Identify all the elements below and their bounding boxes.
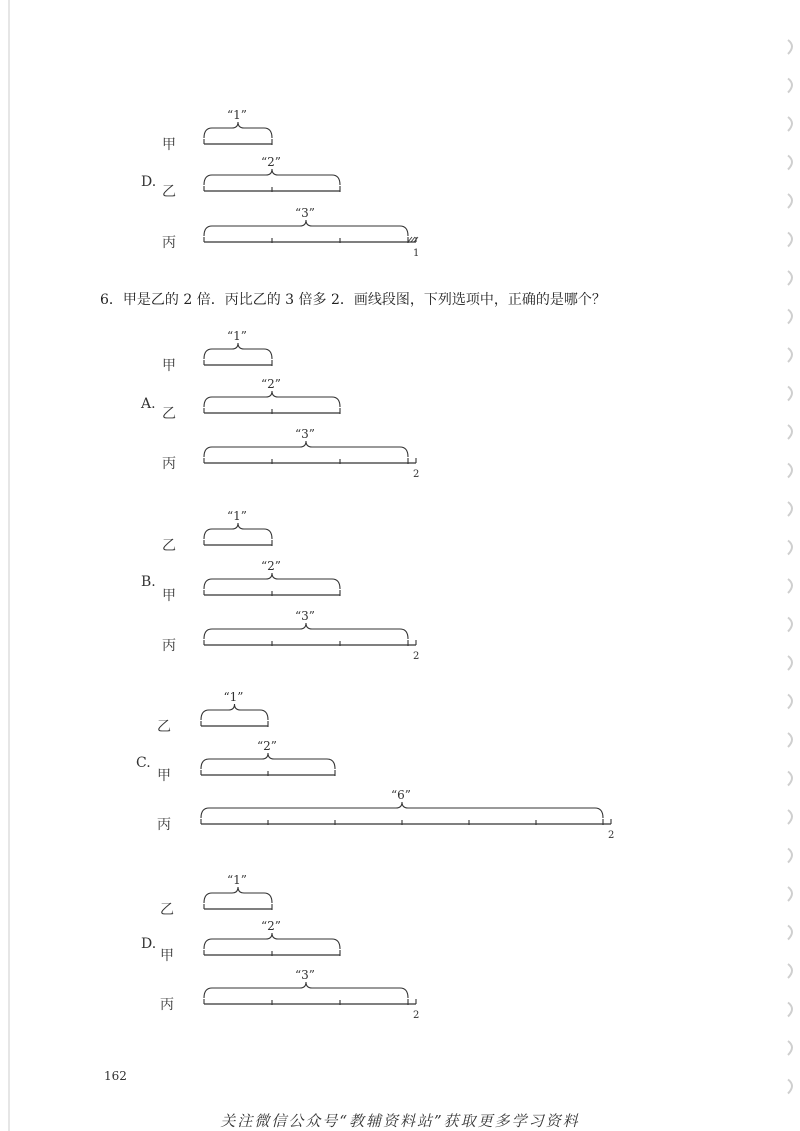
curly-brace xyxy=(201,753,335,769)
binder-ring-icon xyxy=(788,733,792,747)
extra-amount-label: 2 xyxy=(413,1010,420,1021)
brace-label: “3” xyxy=(295,427,315,441)
binder-ring-icon xyxy=(788,40,792,54)
brace-label: “1” xyxy=(223,690,244,704)
row-label: 乙 xyxy=(160,902,174,918)
binder-ring-icon xyxy=(788,772,792,786)
row-label: 丙 xyxy=(160,997,174,1013)
binder-ring-icon xyxy=(788,810,792,824)
row-label: 甲 xyxy=(157,768,171,784)
option-label: D. xyxy=(141,936,157,952)
row-label: 丙 xyxy=(162,638,176,654)
row-label: 乙 xyxy=(162,538,176,554)
binder-ring-icon xyxy=(788,194,792,208)
binder-ring-icon xyxy=(788,849,792,863)
binder-ring-icon xyxy=(788,502,792,516)
curly-brace xyxy=(204,982,408,998)
option-label: B. xyxy=(141,574,156,590)
brace-label: “1” xyxy=(227,329,247,343)
brace-label: “1” xyxy=(227,509,247,523)
row-label: 乙 xyxy=(162,406,176,422)
curly-brace xyxy=(204,122,272,138)
binder-ring-icon xyxy=(788,387,792,401)
binder-ring-icon xyxy=(788,1080,792,1094)
curly-brace xyxy=(204,220,408,236)
binder-ring-icon xyxy=(788,79,792,93)
brace-label: “3” xyxy=(295,609,315,623)
binder-ring-icon xyxy=(788,656,792,670)
binder-ring-icon xyxy=(788,117,792,131)
brace-label: “1” xyxy=(227,873,247,887)
curly-brace xyxy=(204,391,340,407)
binder-ring-icon xyxy=(788,887,792,901)
brace-label: “3” xyxy=(295,206,315,220)
curly-brace xyxy=(204,933,340,949)
curly-brace xyxy=(201,802,603,818)
extra-amount-label: 2 xyxy=(608,830,615,841)
curly-brace xyxy=(204,523,272,539)
row-label: 丙 xyxy=(162,235,176,251)
row-label: 乙 xyxy=(157,719,171,735)
row-label: 甲 xyxy=(160,948,174,964)
binder-ring-icon xyxy=(788,964,792,978)
curly-brace xyxy=(204,169,340,185)
binder-ring-icon xyxy=(788,541,792,555)
binder-ring-icon xyxy=(788,926,792,940)
binder-ring-icon xyxy=(788,1041,792,1055)
brace-label: “2” xyxy=(261,559,281,573)
footer-note: 关注微信公众号“教辅资料站”获取更多学习资料 xyxy=(220,1112,580,1130)
brace-label: “1” xyxy=(227,108,247,122)
curly-brace xyxy=(204,887,272,903)
row-label: 甲 xyxy=(162,588,176,604)
row-label: 丙 xyxy=(162,456,176,472)
binder-ring-icon xyxy=(788,310,792,324)
curly-brace xyxy=(204,343,272,359)
extra-amount-label: 1 xyxy=(413,248,420,259)
row-label: 丙 xyxy=(157,817,171,833)
curly-brace xyxy=(204,441,408,457)
binder-ring-icon xyxy=(788,1003,792,1017)
row-label: 甲 xyxy=(162,358,176,374)
binder-ring-icon xyxy=(788,233,792,247)
brace-label: “2” xyxy=(261,155,281,169)
binder-ring-icon xyxy=(788,618,792,632)
row-label: 甲 xyxy=(162,137,176,153)
option-label: D. xyxy=(141,174,157,190)
binder-ring-icon xyxy=(788,464,792,478)
curly-brace xyxy=(201,704,268,720)
brace-label: “6” xyxy=(391,788,411,802)
brace-label: “2” xyxy=(257,739,277,753)
binder-ring-icon xyxy=(788,156,792,170)
binder-ring-icon xyxy=(788,348,792,362)
binder-ring-icon xyxy=(788,271,792,285)
brace-label: “3” xyxy=(295,968,315,982)
binder-ring-icon xyxy=(788,579,792,593)
extra-amount-label: 2 xyxy=(413,469,420,480)
curly-brace xyxy=(204,623,408,639)
extra-amount-label: 2 xyxy=(413,651,420,662)
page-number: 162 xyxy=(104,1069,127,1083)
curly-brace xyxy=(204,573,340,589)
brace-label: “2” xyxy=(261,377,281,391)
binder-ring-icon xyxy=(788,425,792,439)
binder-ring-icon xyxy=(788,695,792,709)
brace-label: “2” xyxy=(261,919,281,933)
option-label: A. xyxy=(141,396,156,412)
row-label: 乙 xyxy=(162,184,176,200)
question-6-text: 6．甲是乙的 2 倍．丙比乙的 3 倍多 2．画线段图，下列选项中，正确的是哪个？ xyxy=(100,292,606,308)
option-label: C. xyxy=(136,755,151,771)
